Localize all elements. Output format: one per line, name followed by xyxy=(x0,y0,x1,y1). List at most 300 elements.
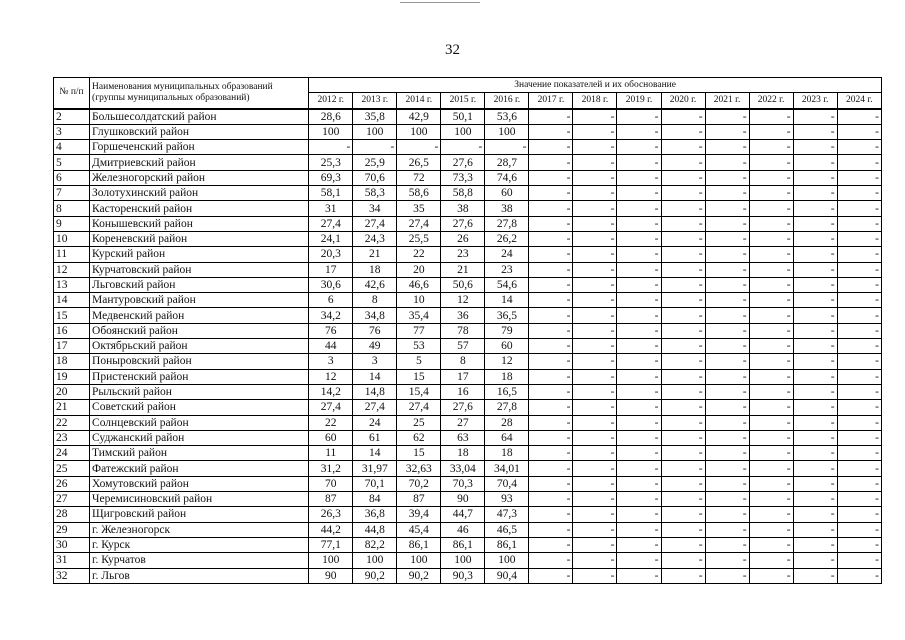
value-cell: - xyxy=(837,216,881,231)
value-cell: - xyxy=(793,384,837,399)
value-cell: - xyxy=(749,354,793,369)
value-cell: 28,7 xyxy=(485,155,529,170)
value-cell: - xyxy=(661,155,705,170)
value-cell: - xyxy=(705,354,749,369)
header-year: 2016 г. xyxy=(485,93,529,109)
value-cell: - xyxy=(617,339,661,354)
value-cell: - xyxy=(749,323,793,338)
value-cell: - xyxy=(705,568,749,583)
table-row xyxy=(54,308,882,323)
value-cell: - xyxy=(661,522,705,537)
municipality-name: Обоянский район xyxy=(90,323,309,338)
value-cell: 15,4 xyxy=(397,384,441,399)
value-cell: 50,1 xyxy=(441,109,485,125)
value-cell: - xyxy=(617,247,661,262)
value-cell: - xyxy=(617,323,661,338)
municipality-name: Льговский район xyxy=(90,277,309,292)
value-cell: - xyxy=(793,553,837,568)
value-cell: - xyxy=(617,201,661,216)
value-cell: 12 xyxy=(309,369,353,384)
row-number: 5 xyxy=(54,155,90,170)
value-cell: - xyxy=(705,339,749,354)
value-cell: - xyxy=(617,277,661,292)
value-cell: 14,2 xyxy=(309,384,353,399)
value-cell: 21 xyxy=(441,262,485,277)
value-cell: 24 xyxy=(485,247,529,262)
value-cell: - xyxy=(837,369,881,384)
value-cell: - xyxy=(705,247,749,262)
value-cell: - xyxy=(529,384,573,399)
value-cell: - xyxy=(617,354,661,369)
value-cell: 77 xyxy=(397,323,441,338)
value-cell: 34,2 xyxy=(309,308,353,323)
table-row xyxy=(54,155,882,170)
header-year: 2018 г. xyxy=(573,93,617,109)
table-row xyxy=(54,553,882,568)
table-row xyxy=(54,384,882,399)
value-cell: 28 xyxy=(485,415,529,430)
value-cell: - xyxy=(529,492,573,507)
row-number: 23 xyxy=(54,430,90,445)
value-cell: - xyxy=(573,461,617,476)
value-cell: - xyxy=(661,507,705,522)
table-row xyxy=(54,568,882,583)
value-cell: - xyxy=(837,308,881,323)
value-cell: - xyxy=(617,109,661,125)
municipality-name: г. Железногорск xyxy=(90,522,309,537)
value-cell: - xyxy=(837,109,881,125)
value-cell: - xyxy=(749,308,793,323)
value-cell: - xyxy=(837,522,881,537)
value-cell: - xyxy=(793,461,837,476)
municipality-name: Тимский район xyxy=(90,446,309,461)
value-cell: - xyxy=(573,109,617,125)
value-cell: - xyxy=(529,124,573,139)
value-cell: - xyxy=(749,568,793,583)
value-cell: 14 xyxy=(353,369,397,384)
row-number: 17 xyxy=(54,339,90,354)
value-cell: - xyxy=(705,522,749,537)
value-cell: 20,3 xyxy=(309,247,353,262)
table-row xyxy=(54,369,882,384)
value-cell: - xyxy=(661,247,705,262)
value-cell: 17 xyxy=(441,369,485,384)
value-cell: - xyxy=(617,568,661,583)
value-cell: 26,2 xyxy=(485,231,529,246)
value-cell: 46 xyxy=(441,522,485,537)
value-cell: 34,8 xyxy=(353,308,397,323)
value-cell: 79 xyxy=(485,323,529,338)
value-cell: 34,01 xyxy=(485,461,529,476)
value-cell: - xyxy=(573,415,617,430)
value-cell: - xyxy=(837,155,881,170)
table-row xyxy=(54,415,882,430)
value-cell: - xyxy=(705,476,749,491)
value-cell: - xyxy=(837,354,881,369)
top-rule xyxy=(400,2,480,3)
value-cell: - xyxy=(793,339,837,354)
value-cell: - xyxy=(573,140,617,155)
value-cell: - xyxy=(529,400,573,415)
value-cell: - xyxy=(749,140,793,155)
row-number: 19 xyxy=(54,369,90,384)
value-cell: - xyxy=(529,507,573,522)
value-cell: - xyxy=(793,568,837,583)
value-cell: - xyxy=(705,216,749,231)
value-cell: 31 xyxy=(309,201,353,216)
table-row xyxy=(54,109,882,125)
table-row xyxy=(54,124,882,139)
header-year: 2023 г. xyxy=(793,93,837,109)
value-cell: 53,6 xyxy=(485,109,529,125)
value-cell: 16,5 xyxy=(485,384,529,399)
value-cell: 14 xyxy=(353,446,397,461)
value-cell: - xyxy=(573,277,617,292)
value-cell: - xyxy=(749,492,793,507)
value-cell: - xyxy=(749,124,793,139)
table-row xyxy=(54,170,882,185)
value-cell: - xyxy=(837,170,881,185)
value-cell: - xyxy=(529,308,573,323)
value-cell: - xyxy=(573,476,617,491)
header-year: 2013 г. xyxy=(353,93,397,109)
value-cell: - xyxy=(837,430,881,445)
value-cell: - xyxy=(573,262,617,277)
value-cell: - xyxy=(749,400,793,415)
value-cell: - xyxy=(617,507,661,522)
value-cell: - xyxy=(573,446,617,461)
municipality-name: Железногорский район xyxy=(90,170,309,185)
value-cell: 35 xyxy=(397,201,441,216)
value-cell: - xyxy=(837,231,881,246)
row-number: 18 xyxy=(54,354,90,369)
value-cell: 22 xyxy=(309,415,353,430)
value-cell: 76 xyxy=(353,323,397,338)
value-cell: - xyxy=(793,507,837,522)
value-cell: - xyxy=(705,461,749,476)
value-cell: - xyxy=(661,415,705,430)
table-row xyxy=(54,186,882,201)
row-number: 29 xyxy=(54,522,90,537)
value-cell: - xyxy=(705,369,749,384)
value-cell: - xyxy=(529,476,573,491)
table-row xyxy=(54,262,882,277)
value-cell: 31,97 xyxy=(353,461,397,476)
value-cell: - xyxy=(837,507,881,522)
value-cell: 100 xyxy=(397,124,441,139)
value-cell: - xyxy=(661,446,705,461)
value-cell: 60 xyxy=(485,186,529,201)
value-cell: - xyxy=(529,247,573,262)
value-cell: - xyxy=(617,170,661,185)
value-cell: - xyxy=(705,293,749,308)
value-cell: - xyxy=(617,446,661,461)
value-cell: 86,1 xyxy=(485,537,529,552)
value-cell: - xyxy=(837,140,881,155)
value-cell: - xyxy=(837,446,881,461)
value-cell: 27,6 xyxy=(441,155,485,170)
indicator-table xyxy=(53,77,882,584)
header-year: 2014 г. xyxy=(397,93,441,109)
value-cell: 53 xyxy=(397,339,441,354)
value-cell: 93 xyxy=(485,492,529,507)
value-cell: - xyxy=(705,384,749,399)
municipality-name: Дмитриевский район xyxy=(90,155,309,170)
row-number: 24 xyxy=(54,446,90,461)
value-cell: - xyxy=(661,430,705,445)
value-cell: - xyxy=(661,568,705,583)
header-year: 2017 г. xyxy=(529,93,573,109)
value-cell: 18 xyxy=(353,262,397,277)
header-year: 2021 г. xyxy=(705,93,749,109)
value-cell: - xyxy=(705,553,749,568)
value-cell: 36,8 xyxy=(353,507,397,522)
value-cell: 26,5 xyxy=(397,155,441,170)
value-cell: 35,4 xyxy=(397,308,441,323)
municipality-name: Фатежский район xyxy=(90,461,309,476)
value-cell: - xyxy=(661,354,705,369)
table-body xyxy=(54,109,882,584)
value-cell: - xyxy=(573,553,617,568)
value-cell: 27,8 xyxy=(485,400,529,415)
value-cell: - xyxy=(529,415,573,430)
table-row xyxy=(54,492,882,507)
value-cell: - xyxy=(573,492,617,507)
value-cell: 72 xyxy=(397,170,441,185)
value-cell: 3 xyxy=(353,354,397,369)
value-cell: 46,5 xyxy=(485,522,529,537)
value-cell: 15 xyxy=(397,369,441,384)
value-cell: 84 xyxy=(353,492,397,507)
value-cell: - xyxy=(749,476,793,491)
municipality-name: Касторенский район xyxy=(90,201,309,216)
header-year: 2024 г. xyxy=(837,93,881,109)
value-cell: - xyxy=(529,277,573,292)
value-cell: - xyxy=(617,553,661,568)
value-cell: - xyxy=(749,155,793,170)
value-cell: - xyxy=(837,415,881,430)
value-cell: - xyxy=(661,476,705,491)
value-cell: - xyxy=(749,553,793,568)
value-cell: - xyxy=(661,461,705,476)
value-cell: - xyxy=(573,216,617,231)
value-cell: 24 xyxy=(353,415,397,430)
value-cell: - xyxy=(617,400,661,415)
value-cell: 49 xyxy=(353,339,397,354)
value-cell: 90,4 xyxy=(485,568,529,583)
value-cell: - xyxy=(837,568,881,583)
value-cell: 27,4 xyxy=(353,400,397,415)
row-number: 21 xyxy=(54,400,90,415)
value-cell: - xyxy=(617,537,661,552)
value-cell: - xyxy=(749,384,793,399)
value-cell: 8 xyxy=(353,293,397,308)
value-cell: - xyxy=(749,293,793,308)
value-cell: 69,3 xyxy=(309,170,353,185)
municipality-name: г. Льгов xyxy=(90,568,309,583)
value-cell: - xyxy=(617,124,661,139)
value-cell: - xyxy=(617,186,661,201)
value-cell: 60 xyxy=(309,430,353,445)
row-number: 26 xyxy=(54,476,90,491)
value-cell: 34 xyxy=(353,201,397,216)
row-number: 4 xyxy=(54,140,90,155)
value-cell: - xyxy=(661,339,705,354)
value-cell: - xyxy=(837,124,881,139)
value-cell: 70,2 xyxy=(397,476,441,491)
value-cell: 58,8 xyxy=(441,186,485,201)
value-cell: - xyxy=(573,537,617,552)
value-cell: 36,5 xyxy=(485,308,529,323)
table-row xyxy=(54,201,882,216)
municipality-name: Мантуровский район xyxy=(90,293,309,308)
value-cell: - xyxy=(749,170,793,185)
value-cell: 70,3 xyxy=(441,476,485,491)
row-number: 7 xyxy=(54,186,90,201)
table-row xyxy=(54,293,882,308)
value-cell: - xyxy=(749,446,793,461)
value-cell: 20 xyxy=(397,262,441,277)
value-cell: - xyxy=(793,354,837,369)
value-cell: 23 xyxy=(441,247,485,262)
table-row xyxy=(54,247,882,262)
value-cell: - xyxy=(793,415,837,430)
value-cell: - xyxy=(573,186,617,201)
value-cell: - xyxy=(617,231,661,246)
value-cell: 27,6 xyxy=(441,400,485,415)
value-cell: 14,8 xyxy=(353,384,397,399)
value-cell: - xyxy=(529,553,573,568)
value-cell: - xyxy=(573,231,617,246)
value-cell: - xyxy=(705,277,749,292)
value-cell: - xyxy=(793,476,837,491)
value-cell: - xyxy=(661,537,705,552)
table-row xyxy=(54,461,882,476)
value-cell: - xyxy=(529,354,573,369)
value-cell: 27,4 xyxy=(309,216,353,231)
value-cell: 10 xyxy=(397,293,441,308)
value-cell: 64 xyxy=(485,430,529,445)
value-cell: - xyxy=(705,186,749,201)
value-cell: - xyxy=(617,461,661,476)
value-cell: - xyxy=(793,308,837,323)
value-cell: 42,9 xyxy=(397,109,441,125)
value-cell: - xyxy=(353,140,397,155)
value-cell: 27,6 xyxy=(441,216,485,231)
value-cell: - xyxy=(529,186,573,201)
header-year: 2020 г. xyxy=(661,93,705,109)
value-cell: - xyxy=(661,492,705,507)
value-cell: - xyxy=(309,140,353,155)
header-group: Значение показателей и их обоснование xyxy=(309,78,882,93)
value-cell: 58,3 xyxy=(353,186,397,201)
municipality-name: Медвенский район xyxy=(90,308,309,323)
value-cell: - xyxy=(441,140,485,155)
value-cell: 44,2 xyxy=(309,522,353,537)
value-cell: - xyxy=(661,323,705,338)
row-number: 28 xyxy=(54,507,90,522)
value-cell: 90,2 xyxy=(397,568,441,583)
value-cell: - xyxy=(573,430,617,445)
value-cell: - xyxy=(705,323,749,338)
value-cell: 70 xyxy=(309,476,353,491)
value-cell: - xyxy=(749,231,793,246)
value-cell: - xyxy=(749,109,793,125)
municipality-name: Поныровский район xyxy=(90,354,309,369)
value-cell: 44,8 xyxy=(353,522,397,537)
value-cell: 32,63 xyxy=(397,461,441,476)
value-cell: - xyxy=(705,308,749,323)
row-number: 27 xyxy=(54,492,90,507)
value-cell: - xyxy=(573,124,617,139)
value-cell: 39,4 xyxy=(397,507,441,522)
value-cell: - xyxy=(837,553,881,568)
value-cell: - xyxy=(661,140,705,155)
value-cell: - xyxy=(529,369,573,384)
municipality-name: Хомутовский район xyxy=(90,476,309,491)
value-cell: - xyxy=(749,430,793,445)
row-number: 16 xyxy=(54,323,90,338)
value-cell: 100 xyxy=(485,124,529,139)
value-cell: 100 xyxy=(441,124,485,139)
value-cell: - xyxy=(573,155,617,170)
value-cell: 23 xyxy=(485,262,529,277)
row-number: 20 xyxy=(54,384,90,399)
value-cell: 45,4 xyxy=(397,522,441,537)
value-cell: - xyxy=(793,323,837,338)
value-cell: 100 xyxy=(353,124,397,139)
value-cell: 18 xyxy=(485,446,529,461)
value-cell: 50,6 xyxy=(441,277,485,292)
value-cell: - xyxy=(529,339,573,354)
value-cell: 33,04 xyxy=(441,461,485,476)
value-cell: - xyxy=(617,308,661,323)
value-cell: - xyxy=(705,537,749,552)
value-cell: - xyxy=(793,109,837,125)
value-cell: 25 xyxy=(397,415,441,430)
value-cell: 25,9 xyxy=(353,155,397,170)
value-cell: 70,6 xyxy=(353,170,397,185)
value-cell: - xyxy=(661,186,705,201)
row-number: 8 xyxy=(54,201,90,216)
value-cell: - xyxy=(793,492,837,507)
value-cell: - xyxy=(661,216,705,231)
value-cell: - xyxy=(573,339,617,354)
table-row xyxy=(54,140,882,155)
municipality-name: Горшеченский район xyxy=(90,140,309,155)
value-cell: - xyxy=(793,430,837,445)
row-number: 3 xyxy=(54,124,90,139)
value-cell: 74,6 xyxy=(485,170,529,185)
value-cell: - xyxy=(661,293,705,308)
value-cell: - xyxy=(529,155,573,170)
value-cell: - xyxy=(529,170,573,185)
municipality-name: Глушковский район xyxy=(90,124,309,139)
row-number: 10 xyxy=(54,231,90,246)
value-cell: - xyxy=(793,247,837,262)
value-cell: - xyxy=(793,140,837,155)
value-cell: 28,6 xyxy=(309,109,353,125)
value-cell: - xyxy=(837,247,881,262)
value-cell: - xyxy=(705,400,749,415)
value-cell: 100 xyxy=(309,124,353,139)
value-cell: 87 xyxy=(309,492,353,507)
value-cell: 8 xyxy=(441,354,485,369)
value-cell: - xyxy=(749,216,793,231)
table-row xyxy=(54,277,882,292)
value-cell: - xyxy=(661,201,705,216)
value-cell: - xyxy=(573,201,617,216)
